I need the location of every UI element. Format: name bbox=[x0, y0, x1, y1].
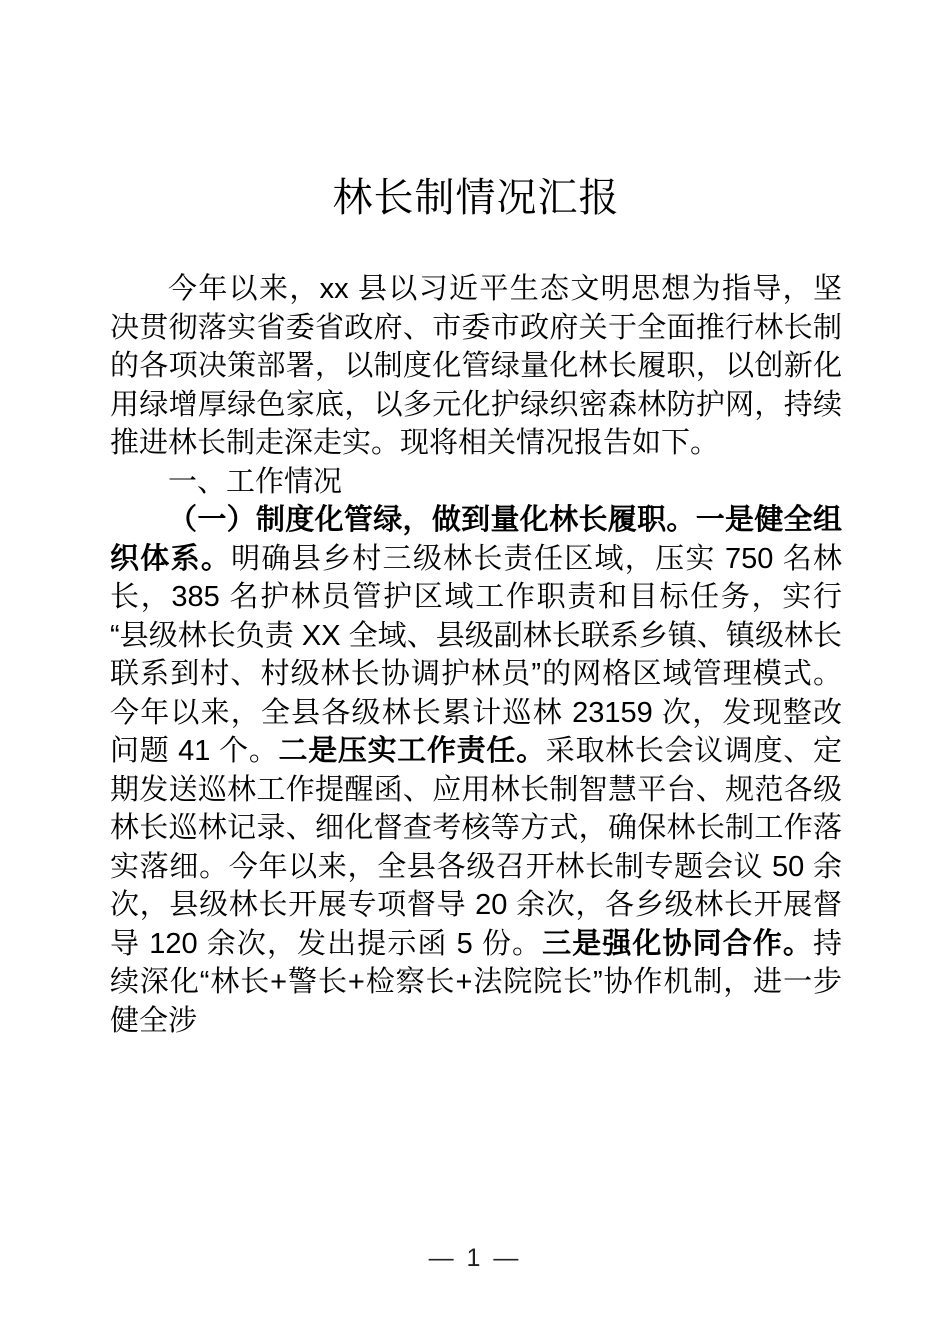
page-title: 林长制情况汇报 bbox=[332, 176, 620, 220]
subsection-bold-three: 三是强化协同合作。 bbox=[542, 927, 813, 960]
subsection-run-3: 持续深化“林长+警长+检察长+法院院长”协作机制，进一步健全涉 bbox=[110, 927, 842, 1037]
document-body bbox=[110, 270, 842, 1040]
subsection-bold-two: 二是压实工作责任。 bbox=[278, 735, 546, 767]
subsection-bold-lead: （一）制度化管绿，做到量化林长履职。一是健全组织体系。 bbox=[110, 504, 842, 575]
subsection-run-1: 明确县乡村三级林长责任区域，压实 750 名林长，385 名护林员管护区域工作职责和目标任务，实行“县级林长负责 XX 全域、县级副林长联系乡镇、镇级林长联系到村、村级林长协调护林员”的网格区域管理模式。今年以来，全县各级林长累计巡林 23159 次，发现整改问题 41 个。 bbox=[110, 542, 842, 767]
page-number-footer: — 1 — bbox=[428, 1244, 522, 1272]
paragraph-subsection-one bbox=[110, 501, 842, 1040]
page-content bbox=[110, 0, 842, 1040]
section-heading-one: 一、工作情况 bbox=[168, 465, 343, 498]
paragraph-intro: 今年以来，xx 县以习近平生态文明思想为指导，坚决贯彻落实省委省政府、市委市政府关于全面推行林长制的各项决策部署，以制度化管绿量化林长履职，以创新化用绿增厚绿色家底，以多元化护绿织密森林防护网，持续推进林长制走深走实。现将相关情况报告如下。 bbox=[110, 273, 842, 459]
subsection-run-2: 采取林长会议调度、定期发送巡林工作提醒函、应用林长制智慧平台、规范各级林长巡林记录、细化督查考核等方式，确保林长制工作落实落细。今年以来，全县各级召开林长制专题会议 50 余次，县级林长开展专项督导 20 余次，各乡级林长开展督导 120 余次，发出提示函 5 份。 bbox=[110, 735, 842, 960]
